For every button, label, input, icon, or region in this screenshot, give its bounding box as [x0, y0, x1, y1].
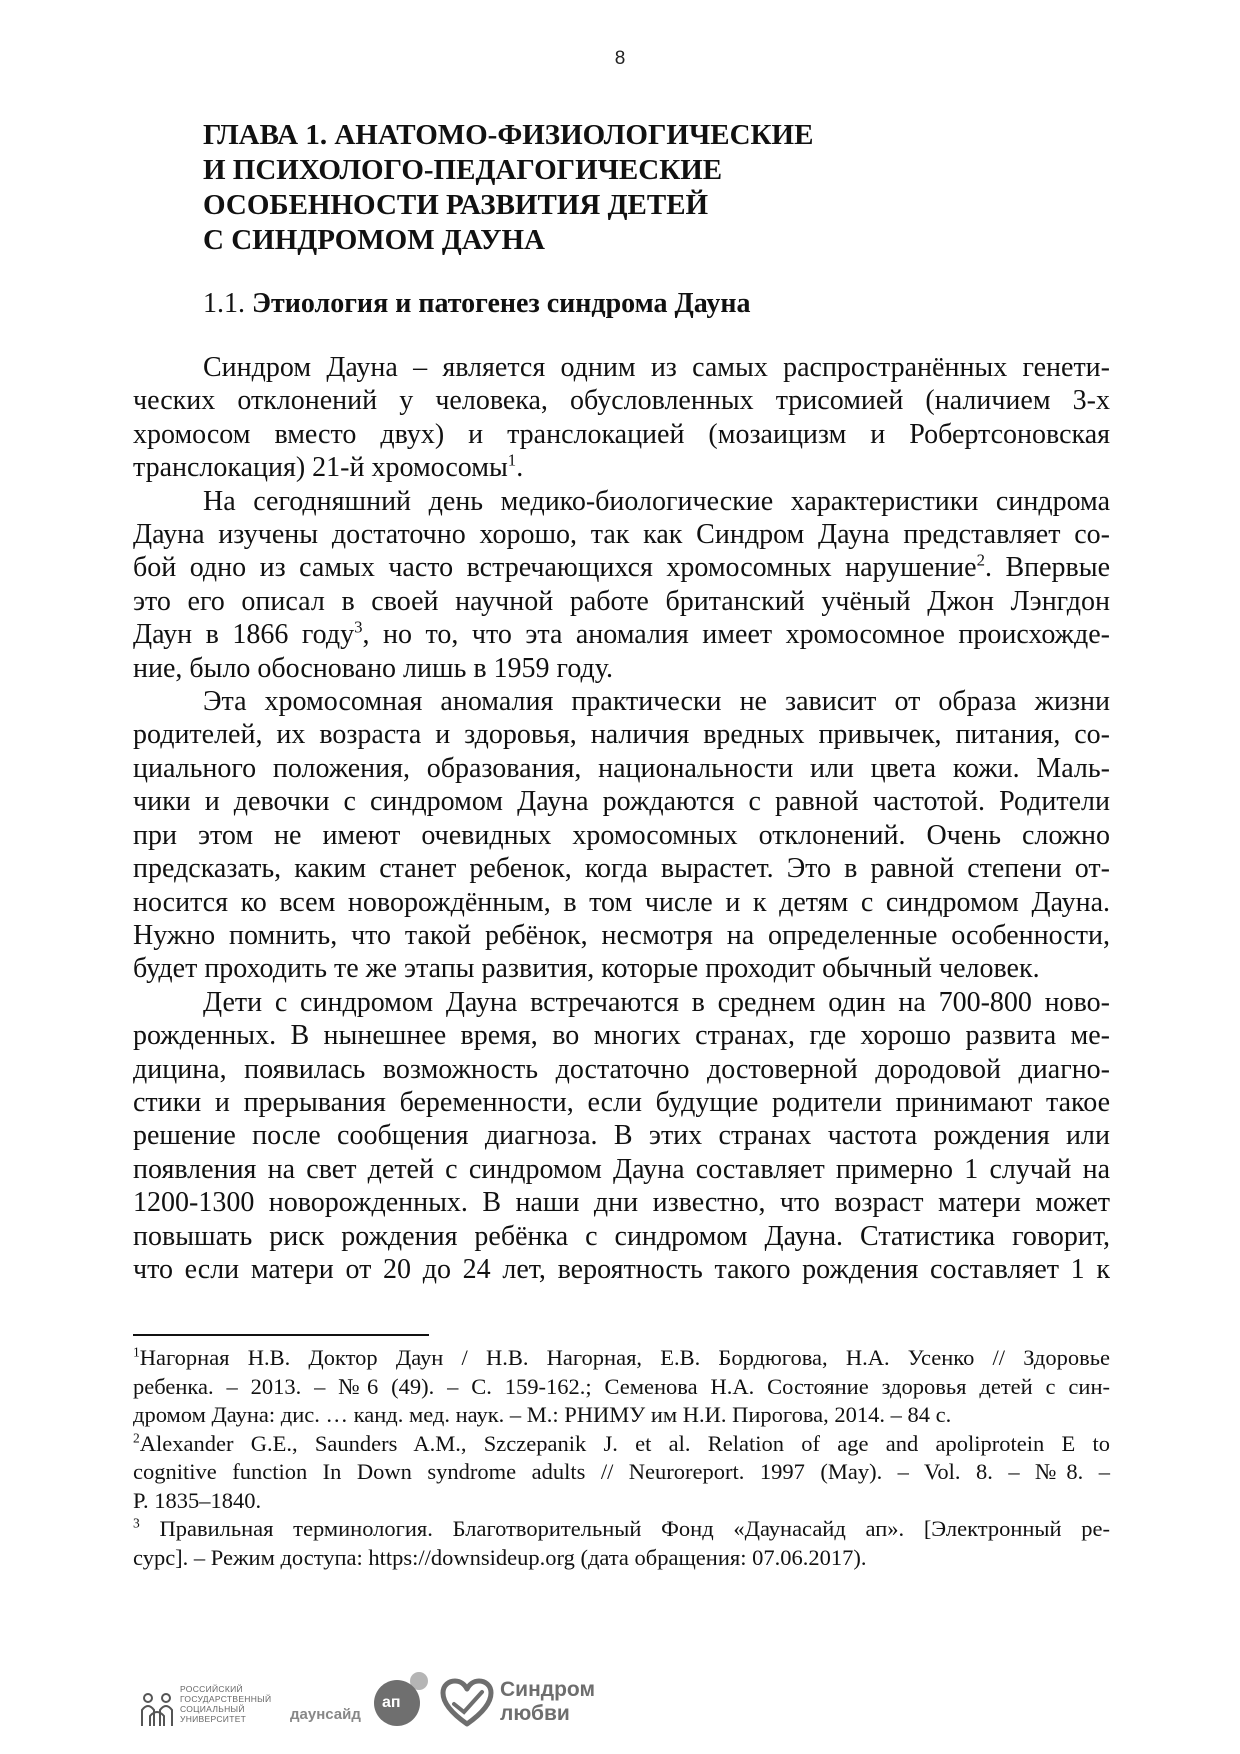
footnote-line: дромом Дауна: дис. … канд. мед. наук. – М.: РНИМУ им Н.И. Пирогова, 2014. – 84 с. [133, 1402, 952, 1427]
text-line: при этом не имеют очевидных хромосомных отклонений. Очень сложно [133, 819, 1110, 851]
footnote-2 [133, 1430, 1110, 1516]
text-span: Alexander G.E., Saunders A.M., Szczepanik J. et al. Relation of age and apoliprotein E to [139, 1430, 1110, 1456]
footnote-3 [133, 1515, 1110, 1572]
footnote-line [133, 1515, 1110, 1544]
footnote-ref[interactable]: 3 [354, 617, 363, 637]
text-span: . [516, 452, 524, 484]
text-line: Дети с синдромом Дауна встречаются в среднем один на 700-800 ново- [203, 986, 1110, 1018]
text-line: хромосом вместо двух) и транслокацией (мозаицизм и Робертсоновская [133, 418, 1110, 450]
text-line: ческих отклонений у человека, обусловленных трисомией (наличием 3-х [133, 385, 1110, 417]
paragraph [133, 351, 1110, 485]
text-line: чики и девочки с синдромом Дауна рождаются с равной частотой. Родители [133, 786, 1110, 818]
syndrome-of-love-word [500, 1678, 595, 1726]
text-span: Правильная терминология. Благотворительный Фонд «Даунасайд ап». [Электронный ре- [139, 1516, 1110, 1541]
text-line: повышать риск рождения ребёнка с синдромом Дауна. Статистика говорит, [133, 1220, 1110, 1252]
text-line: 1200-1300 новорожденных. В наши дни известно, что возраст матери может [133, 1187, 1110, 1219]
text-line [133, 551, 1110, 584]
text-span: транслокация) 21-й хромосомы [133, 452, 508, 484]
chapter-title-line: С СИНДРОМОМ ДАУНА [203, 224, 545, 256]
text-line: носится ко всем новорождённым, в том числе и к детям с синдромом Дауна. [133, 886, 1110, 918]
footnote-ref[interactable]: 2 [976, 551, 985, 571]
text-line: рожденных. В нынешнее время, во многих странах, где хорошо развита ме- [133, 1020, 1110, 1052]
footnote-mark: 3 [133, 1515, 140, 1531]
footnote-divider [133, 1334, 429, 1336]
text-line: стики и прерывания беременности, если будущие родители принимают такое [133, 1086, 1110, 1118]
footnote-mark: 1 [133, 1344, 140, 1360]
text-line: родителей, их возраста и здоровья, наличия вредных привычек, питания, со- [133, 719, 1110, 751]
text-line: предсказать, каким станет ребенок, когда вырастет. Это в равной степени от- [133, 853, 1110, 885]
text-span: Даун в 1866 году [133, 619, 355, 651]
downsideup-badge: ап [382, 1694, 401, 1711]
text-line [133, 618, 1110, 651]
rgsu-caption-line: СОЦИАЛЬНЫЙ [180, 1704, 245, 1714]
downsideup-word: даунсайд [290, 1706, 361, 1723]
footnote-line: сурс]. – Режим доступа: https://downsideup.org (дата обращения: 07.06.2017). [133, 1544, 867, 1570]
paragraph [133, 986, 1110, 1287]
footnote-mark: 2 [133, 1430, 140, 1445]
footnote-line: ребенка. – 2013. – №6 (49). – С. 159-162.; Семенова Н.А. Состояние здоровья детей с син- [133, 1373, 1110, 1399]
text-line: это его описал в своей научной работе британский учёный Джон Лэнгдон [133, 585, 1110, 617]
heart-icon [440, 1678, 494, 1728]
text-line: решение после сообщения диагноза. В этих странах частота рождения или [133, 1120, 1110, 1152]
rgsu-caption [180, 1684, 290, 1724]
text-line: будет проходить те же этапы развития, которые проходит обычный человек. [133, 953, 1040, 985]
rgsu-caption-line: РОССИЙСКИЙ [180, 1684, 243, 1694]
rgsu-figures-icon [140, 1692, 174, 1728]
footnotes [133, 1344, 1110, 1572]
footnote-1 [133, 1344, 1110, 1430]
footnote-line: P. 1835–1840. [133, 1487, 262, 1513]
text-line: Эта хромосомная аномалия практически не зависит от образа жизни [203, 686, 1110, 718]
page-number: 8 [614, 48, 626, 69]
footnote-line [133, 1430, 1110, 1459]
text-line: что если матери от 20 до 24 лет, вероятность такого рождения составляет 1 к [133, 1253, 1110, 1285]
chapter-title-line: ГЛАВА 1. АНАТОМО-ФИЗИОЛОГИЧЕСКИЕ [203, 119, 814, 151]
text-line [133, 451, 1110, 484]
rgsu-logo [140, 1672, 290, 1738]
text-span: , но то, что эта аномалия имеет хромосомное происхожде- [362, 619, 1110, 651]
text-line: На сегодняшний день медико-биологические характеристики синдрома [203, 485, 1110, 517]
logo-text-line: любви [500, 1702, 570, 1725]
text-span: Нагорная Н.В. Доктор Даун / Н.В. Нагорная, Е.В. Бордюгова, Н.А. Усенко // Здоровье [139, 1345, 1110, 1370]
chapter-title [203, 118, 1103, 258]
text-line: циального положения, образования, национальности или цвета кожи. Маль- [133, 752, 1110, 784]
partner-logos [140, 1672, 740, 1738]
text-line: появления на свет детей с синдромом Дауна составляет примерно 1 случай на [133, 1153, 1110, 1185]
downsideup-logo [290, 1672, 440, 1738]
paragraph [133, 685, 1110, 986]
syndrome-of-love-logo [440, 1672, 640, 1738]
chapter-title-line: ОСОБЕННОСТИ РАЗВИТИЯ ДЕТЕЙ [203, 189, 709, 221]
chapter-title-line: И ПСИХОЛОГО-ПЕДАГОГИЧЕСКИЕ [203, 154, 723, 186]
section-number: 1.1. [203, 288, 245, 319]
rgsu-caption-line: ГОСУДАРСТВЕННЫЙ [180, 1694, 272, 1704]
footnote-line: cognitive function In Down syndrome adults // Neuroreport. 1997 (May). – Vol. 8. – №8. – [133, 1459, 1110, 1484]
body-text [133, 351, 1110, 1286]
logo-text-line: Синдром [500, 1678, 596, 1701]
footnote-line [133, 1344, 1110, 1373]
rgsu-caption-line: УНИВЕРСИТЕТ [180, 1714, 247, 1724]
paragraph [133, 485, 1110, 685]
text-line: дицина, появилась возможность достаточно достоверной дородовой диагно- [133, 1053, 1110, 1085]
text-line: Синдром Дауна – является одним из самых распространённых генети- [203, 352, 1110, 383]
text-span: бой одно из самых часто встречающихся хромосомных нарушение [133, 552, 977, 584]
text-line: Дауна изучены достаточно хорошо, так как Синдром Дауна представляет со- [133, 519, 1110, 551]
section-title: Этиология и патогенез синдрома Дауна [252, 288, 751, 319]
footnote-ref[interactable]: 1 [507, 450, 517, 470]
section-heading [203, 287, 750, 321]
text-line: Нужно помнить, что такой ребёнок, несмотря на определенные особенности, [133, 919, 1110, 951]
text-span: . Впервые [984, 552, 1110, 584]
text-line: ние, было обосновано лишь в 1959 году. [133, 652, 613, 684]
